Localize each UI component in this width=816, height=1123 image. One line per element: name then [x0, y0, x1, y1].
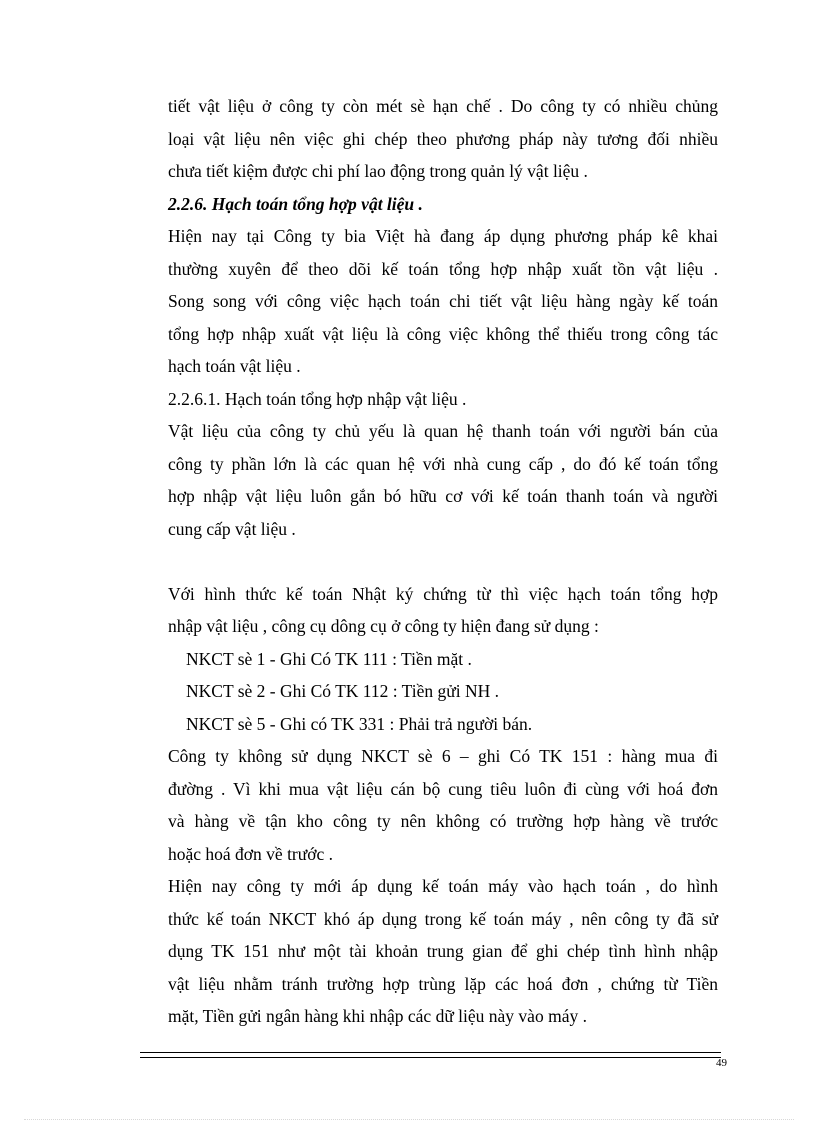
text-line: nhập vật liệu , công cụ dông cụ ở công ty hiện đang sử dụng : — [168, 616, 599, 636]
section-heading: 2.2.6. Hạch toán tổng hợp vật liệu . — [168, 193, 423, 214]
text-line: vật liệu nhằm tránh trường hợp trùng lặp các hoá đơn , chứng từ Tiền — [168, 973, 718, 994]
text-line: Với hình thức kế toán Nhật ký chứng từ thì việc hạch toán tổng hợp — [168, 583, 718, 604]
text-line: Hiện nay công ty mới áp dụng kế toán máy vào hạch toán , do hình — [168, 876, 718, 896]
text-line: mặt, Tiền gửi ngân hàng khi nhập các dữ liệu này vào máy . — [168, 1006, 587, 1026]
text-line: Công ty không sử dụng NKCT sè 6 – ghi Có TK 151 : hàng mua đi — [168, 746, 718, 766]
text-line: chưa tiết kiệm được chi phí lao động trong quản lý vật liệu . — [168, 161, 588, 181]
text-line: hoặc hoá đơn về trước . — [168, 843, 334, 864]
text-line: Hiện nay tại Công ty bia Việt hà đang áp dụng phương pháp kê khai — [168, 226, 718, 246]
text-line: hạch toán vật liệu . — [168, 356, 301, 376]
page-bottom-border — [24, 1119, 794, 1120]
document-body — [168, 90, 718, 1033]
footer-double-rule — [140, 1052, 721, 1058]
text-line: tiết vật liệu ở công ty còn mét sè hạn chế . Do công ty có nhiều chủng — [168, 96, 718, 116]
text-line: dụng TK 151 như một tài khoản trung gian để ghi chép tình hình nhập — [168, 941, 718, 961]
text-line: tổng hợp nhập xuất vật liệu là công việc không thể thiếu trong công tác — [168, 323, 718, 344]
text-line: thường xuyên để theo dõi kế toán tổng hợp nhập xuất tồn vật liệu . — [168, 258, 718, 279]
text-line: 2.2.6.1. Hạch toán tổng hợp nhập vật liệu . — [168, 388, 467, 409]
text-line: NKCT sè 5 - Ghi có TK 331 : Phải trả người bán. — [186, 713, 533, 734]
text-line: và hàng về tận kho công ty nên không có trường hợp hàng về trước — [168, 811, 718, 831]
text-line: cung cấp vật liệu . — [168, 518, 296, 539]
text-line: đường . Vì khi mua vật liệu cán bộ cung tiêu luôn đi cùng với hoá đơn — [168, 778, 718, 799]
text-line: NKCT sè 2 - Ghi Có TK 112 : Tiền gửi NH . — [186, 681, 500, 701]
text-line: loại vật liệu nên việc ghi chép theo phương pháp này tương đối nhiều — [168, 128, 718, 149]
blank-line — [168, 545, 718, 578]
text-line: Vật liệu của công ty chủ yếu là quan hệ thanh toán với người bán của — [168, 421, 718, 441]
page-number: 49 — [716, 1057, 727, 1069]
text-line: công ty phần lớn là các quan hệ với nhà cung cấp , do đó kế toán tổng — [168, 453, 718, 474]
text-line: NKCT sè 1 - Ghi Có TK 111 : Tiền mặt . — [186, 648, 472, 669]
text-line: thức kế toán NKCT khó áp dụng trong kế toán máy , nên công ty đã sử — [168, 908, 718, 929]
text-line: hợp nhập vật liệu luôn gắn bó hữu cơ với kế toán thanh toán và người — [168, 486, 718, 506]
text-line: Song song với công việc hạch toán chi tiết vật liệu hàng ngày kế toán — [168, 291, 718, 311]
